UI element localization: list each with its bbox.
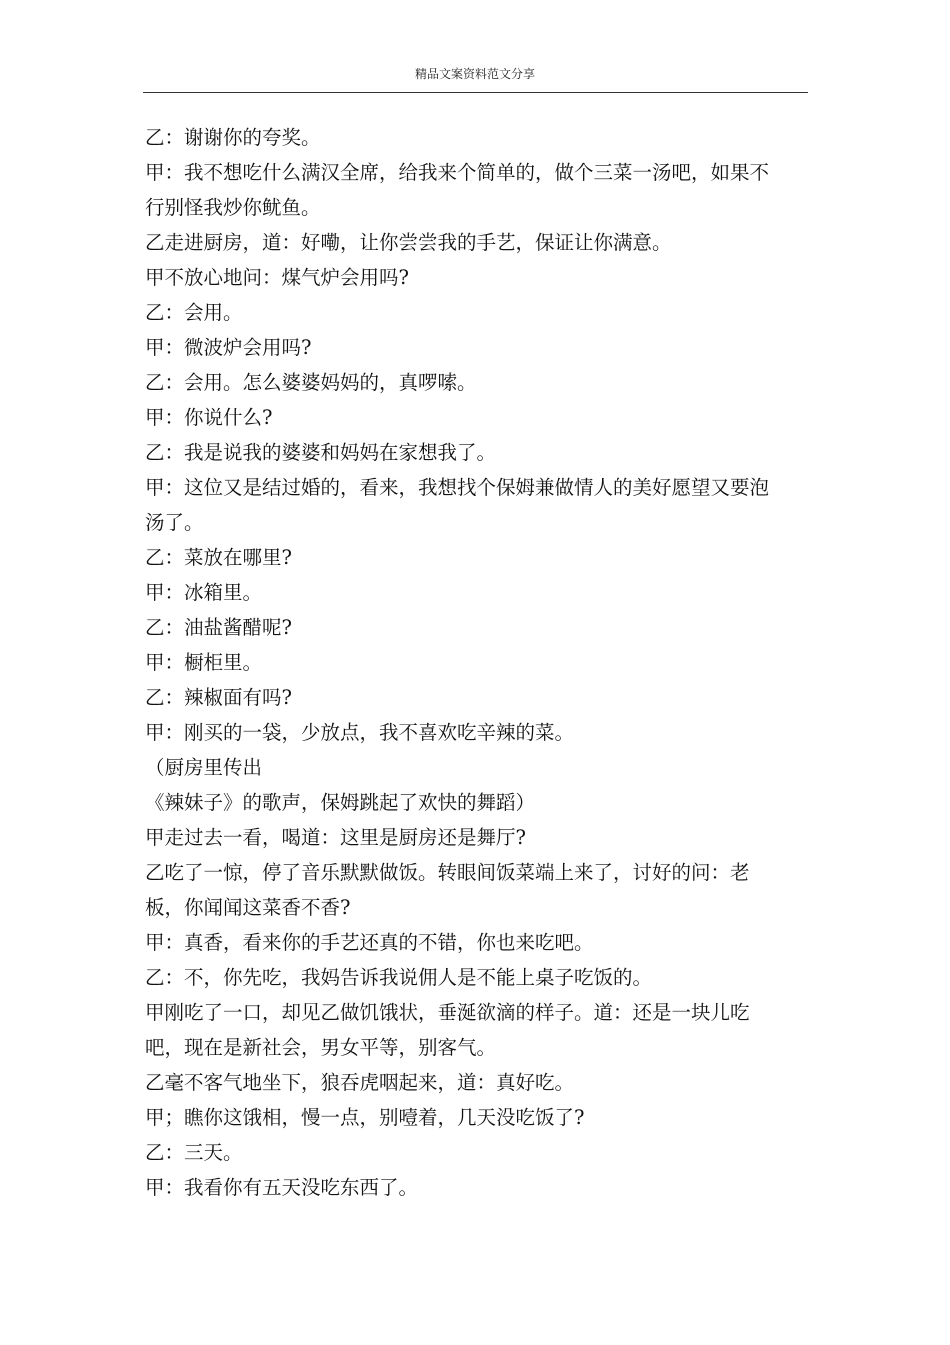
paragraph: 甲：你说什么?: [145, 406, 273, 429]
paragraph: （厨房里传出: [145, 756, 263, 779]
document-body: [145, 120, 785, 1205]
paragraph: 《辣妹子》的歌声，保姆跳起了欢快的舞蹈）: [145, 791, 536, 814]
paragraph: 乙：会用。怎么婆婆妈妈的，真啰嗦。: [145, 371, 477, 394]
paragraph: 乙：谢谢你的夸奖。: [145, 126, 321, 149]
paragraph: 甲：这位又是结过婚的，看来，我想找个保姆兼做情人的美好愿望又要泡汤了。: [145, 476, 770, 534]
paragraph: 甲：冰箱里。: [145, 581, 263, 604]
paragraph: 甲：刚买的一袋，少放点，我不喜欢吃辛辣的菜。: [145, 721, 575, 744]
paragraph: 甲：我看你有五天没吃东西了。: [145, 1176, 419, 1199]
paragraph: 乙：我是说我的婆婆和妈妈在家想我了。: [145, 441, 497, 464]
paragraph: 乙：不，你先吃，我妈告诉我说佣人是不能上桌子吃饭的。: [145, 966, 653, 989]
paragraph: 甲；瞧你这饿相，慢一点，别噎着，几天没吃饭了?: [145, 1106, 585, 1129]
paragraph: 甲：真香，看来你的手艺还真的不错，你也来吃吧。: [145, 931, 594, 954]
paragraph: 乙：三天。: [145, 1141, 243, 1164]
page-header: 精品文案资料范文分享: [414, 67, 535, 81]
paragraph: 甲：微波炉会用吗?: [145, 336, 312, 359]
paragraph: 甲刚吃了一口，却见乙做饥饿状，垂涎欲滴的样子。道：还是一块儿吃吧，现在是新社会，男女平等，别客气。: [145, 1001, 750, 1059]
paragraph: 甲：我不想吃什么满汉全席，给我来个简单的，做个三菜一汤吧，如果不行别怪我炒你鱿鱼。: [145, 161, 770, 219]
paragraph: 乙：油盐酱醋呢?: [145, 616, 292, 639]
paragraph: 甲不放心地问：煤气炉会用吗?: [145, 266, 409, 289]
paragraph: 乙毫不客气地坐下，狼吞虎咽起来，道：真好吃。: [145, 1071, 575, 1094]
paragraph: 乙走进厨房，道：好嘞，让你尝尝我的手艺，保证让你满意。: [145, 231, 672, 254]
paragraph: 乙：辣椒面有吗?: [145, 686, 292, 709]
paragraph: 乙：会用。: [145, 301, 243, 324]
paragraph: 乙吃了一惊，停了音乐默默做饭。转眼间饭菜端上来了，讨好的问：老板，你闻闻这菜香不香?: [145, 861, 750, 919]
paragraph: 乙：菜放在哪里?: [145, 546, 292, 569]
paragraph: 甲走过去一看，喝道：这里是厨房还是舞厅?: [145, 826, 526, 849]
paragraph: 甲：橱柜里。: [145, 651, 263, 674]
header-divider: [143, 92, 808, 93]
